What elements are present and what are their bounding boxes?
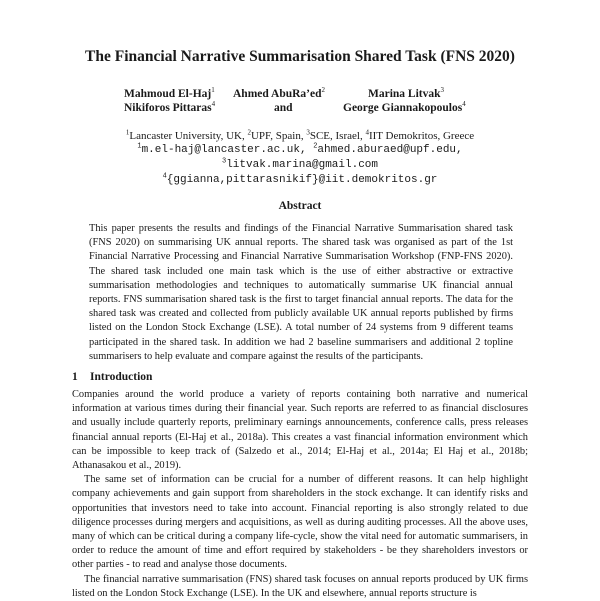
email-line (0, 172, 600, 186)
author-name: George Giannakopoulos$^4$ (343, 100, 466, 114)
section-number: 1 (72, 371, 78, 383)
section-heading (72, 371, 152, 383)
author-name: Marina Litvak$^3$ (368, 86, 445, 100)
paragraph: Companies around the world produce a variety of reports containing both narrative and numerical information at various times during their financial year. Such reports are referred to as financial disclosures and usually include quarterly reports, preliminary earnings announcements, conference calls, press releases financial annual reports (El-Haj et al., 2018a). This creates a vast financial information environment which can be impossible to keep track of (Salzedo et al., 2014; El-Haj et al., 2014a; El Haj et al., 2018b; Athanasakou et al., 2019). (72, 389, 528, 472)
author-name: Ahmed $AbuRa’ed^2$ (233, 86, 326, 100)
affiliation: $^1$Lancaster University, UK, (125, 128, 248, 142)
introduction-body (72, 388, 528, 601)
section-title: Introduction (90, 371, 153, 383)
email-line (0, 142, 600, 156)
abstract-heading: Abstract (278, 200, 322, 212)
affiliation: $^2$UPF, Spain, (247, 128, 307, 142)
email-line (0, 157, 600, 171)
email-address[interactable]: $^3$litvak.marina@gmail.com (221, 157, 379, 171)
affiliations (0, 128, 600, 142)
author-name: Nikiforos Pittaras$^4$ (124, 100, 216, 114)
email-address[interactable]: $^1$m.el-haj@lancaster.ac.uk, (137, 142, 314, 156)
email-address[interactable]: $^2$ahmed.aburaed@upf.edu, (313, 142, 463, 156)
author-conjunction: and (274, 101, 293, 114)
abstract-body: This paper presents the results and findings of the Financial Narrative Summarisation shared task (FNS 2020) on summarising UK annual reports. The shared task was organised as part of the 1st Financial Narrative Processing and Financial Narrative Summarisation Workshop (FNP-FNS 2020). The shared task included one main task which is the use of either abstractive or extractive summarisation methodologies and techniques to automatically summarise UK financial annual reports. FNS summarisation shared task is the first to target financial annual reports. The data for the shared task was created and collected from publicly available UK annual reports published by firms listed on the London Stock Exchange (LSE). A total number of 24 systems from 9 different teams participated in the shared task. In addition we had 2 baseline summarisers and additional 2 topline summarisers to help evaluate and compare against the results of the participants. (89, 223, 513, 362)
email-address[interactable]: $^4${ggianna,pittarasnikif}@iit.demokritos.gr (162, 172, 438, 186)
paper-title: The Financial Narrative Summarisation Shared Task (FNS 2020) (85, 48, 515, 65)
affiliation: $^4$IIT Demokritos, Greece (365, 128, 475, 142)
affiliation: $^3$SCE, Israel, (306, 128, 366, 142)
author-name: Mahmoud El-Haj$^1$ (124, 86, 215, 100)
paragraph: The same set of information can be crucial for a number of different reasons. It can help highlight company achievements and gain support from shareholders in the stock exchange. It can identify risks and opportunities that investors need to take into account. Financial reporting is also strongly related to due diligence processes during mergers and acquisitions, as well as during auditing processes. All the above uses, many of which can be critical during a company life-cycle, show the vital need for automatic summarisers, in order to reduce the amount of time and effort required by stakeholders - be they shareholders investors or other parties - to read and analyse those documents. (72, 474, 528, 571)
paragraph: The financial narrative summarisation (FNS) shared task focuses on annual reports produced by UK firms listed on the London Stock Exchange (LSE). In the UK and elsewhere, annual reports structure is (72, 573, 528, 599)
